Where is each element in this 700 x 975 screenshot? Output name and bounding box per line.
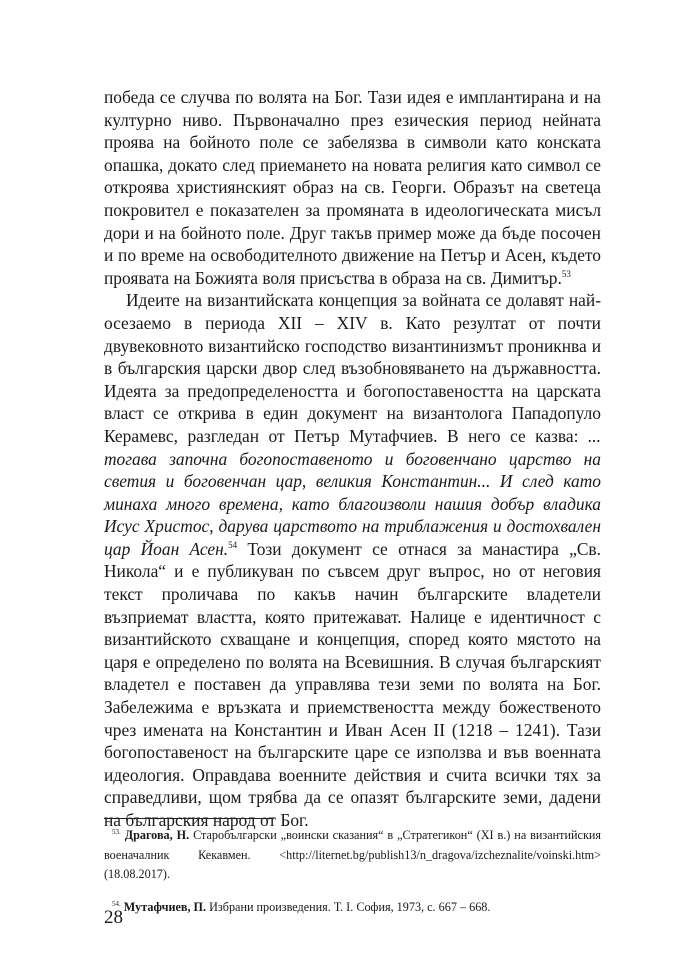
footnote-divider [104,818,274,819]
footnote-author: Драгова, Н. [124,828,190,842]
footnote-number: 54. [112,899,121,908]
footnote-number: 53. [112,828,121,836]
quotation: ... тогава започна богопоставеното и боговенчано царство на светия и боговенчан цар, великия Константин... И след като минаха много времена, като благоизволи нашия добър владика Исус Христос, дарува царството на триблажения и достохвален цар Йоан Асен. [104,425,601,559]
paragraph-1 [104,86,601,289]
page-number: 28 [104,907,123,928]
paragraph-text: победа се случва по волята на Бог. Тази идея е имплантирана и на културно ниво. Първоначално през езическия период нейната проява на бойното поле се забелязва в символи като конската опашка, докато след приемането на новата религия като символ се откроява християнският образ на св. Георги. Образът на светеца покровител е показателен за промяната в идеологическата мисъл дори и на бойното поле. Друг такъв пример може да бъде посочен и по време на освободителното движение на Петър и Асен, където проявата на Божията воля присъства в образа на св. Димитър. [104,87,601,288]
footnote-53 [104,826,601,885]
footnotes [104,826,601,930]
footnote-ref-54: 54 [228,539,238,550]
main-text [104,86,601,832]
footnote-ref-53: 53 [561,268,571,279]
paragraph-2 [104,289,601,831]
footnote-text: Старобългарски „воински сказания“ в „Стратегикон“ (XI в.) на византийския военачалник Кекавмен. <http://liternet.bg/publish13/n_dragova/izcheznalite/voinski.htm> (18.08.2017). [104,828,602,881]
footnote-54 [104,898,601,918]
paragraph-text: Този документ се отнася за манастира „Св. Никола“ и е публикуван по съвсем друг въпрос, но от неговия текст проличава по какъв начин българските владетели възприемат властта, която притежават. Налице е идентичност с византийското схващане и концепция, според която мястото на царя е определено по волята на Всевишния. В случая българският владетел е поставен да управлява тези земи по волята на Бог. Забележима е връзката и приемствеността между божественото чрез имената на Константин и Иван Асен II (1218 – 1241). Тази богопоставеност на българските царе се използва и във военната идеология. Оправдава военните действия и счита всички тях за справедливи, щом трябва да се опазят българските земи, дадени на българския народ от Бог. [104,538,601,830]
paragraph-text: Идеите на византийската концепция за войната се долавят най-осезаемо в периода XII – XIV в. Като резултат от почти двувековното византийско господство византинизмът проникнва и в българския царски двор след възобновяването на държавността. Идеята за предопределеността и богопоставеността на царската власт се открива в един документ на византолога Пападопуло Керамевс, разгледан от Петър Мутафчиев. В него се казва: [104,290,601,446]
footnote-text: Избрани произведения. Т. I. София, 1973, с. 667 – 668. [206,899,491,914]
footnote-author: Мутафчиев, П. [123,899,207,914]
